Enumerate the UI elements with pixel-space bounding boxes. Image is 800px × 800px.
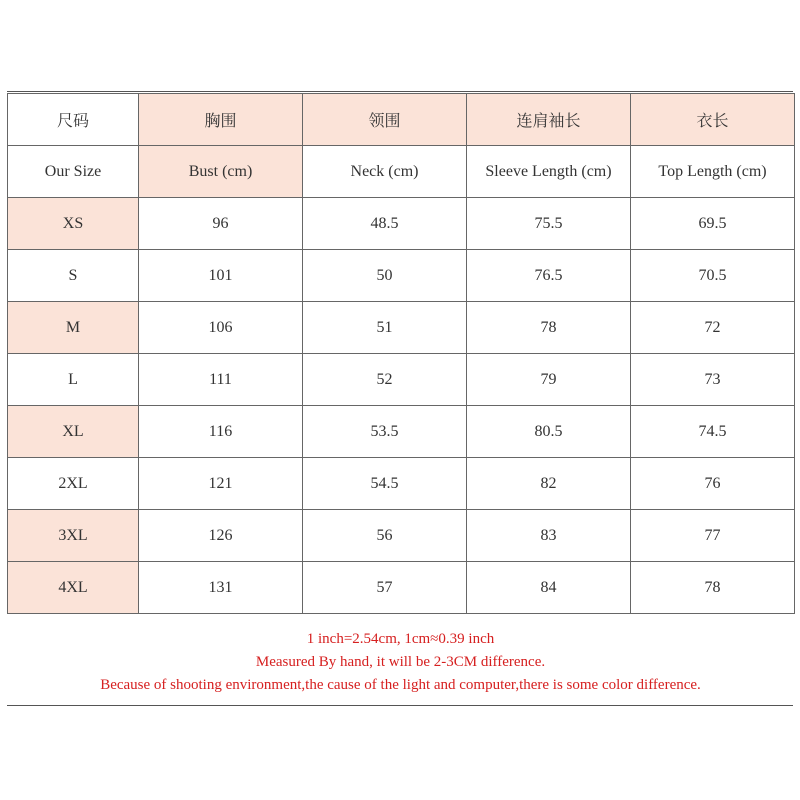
neck-cell: 54.5 — [303, 458, 467, 510]
neck-cell: 50 — [303, 250, 467, 302]
header-en-sleeve: Sleeve Length (cm) — [467, 146, 631, 198]
top-length-cell: 78 — [631, 562, 795, 614]
bust-cell: 96 — [139, 198, 303, 250]
sleeve-cell: 78 — [467, 302, 631, 354]
table-row — [8, 302, 795, 354]
top-length-cell: 73 — [631, 354, 795, 406]
bust-cell: 126 — [139, 510, 303, 562]
header-row-chinese — [8, 94, 795, 146]
table-row — [8, 406, 795, 458]
neck-cell: 57 — [303, 562, 467, 614]
header-row-english — [8, 146, 795, 198]
table-row — [8, 198, 795, 250]
neck-cell: 56 — [303, 510, 467, 562]
size-cell: 4XL — [8, 562, 139, 614]
sleeve-cell: 82 — [467, 458, 631, 510]
neck-cell: 53.5 — [303, 406, 467, 458]
bust-cell: 121 — [139, 458, 303, 510]
sleeve-cell: 83 — [467, 510, 631, 562]
note-measurement: Measured By hand, it will be 2-3CM difference. — [255, 654, 546, 670]
top-length-cell: 70.5 — [631, 250, 795, 302]
table-row — [8, 562, 795, 614]
top-length-cell: 76 — [631, 458, 795, 510]
neck-cell: 48.5 — [303, 198, 467, 250]
top-length-cell: 69.5 — [631, 198, 795, 250]
bust-cell: 111 — [139, 354, 303, 406]
header-en-size: Our Size — [8, 146, 139, 198]
bust-cell: 116 — [139, 406, 303, 458]
header-cn-sleeve: 连肩袖长 — [467, 94, 631, 146]
sleeve-cell: 75.5 — [467, 198, 631, 250]
size-cell: XL — [8, 406, 139, 458]
bust-cell: 101 — [139, 250, 303, 302]
table-row — [8, 250, 795, 302]
header-en-bust: Bust (cm) — [139, 146, 303, 198]
table-row — [8, 354, 795, 406]
size-chart-table — [7, 93, 795, 614]
size-cell: XS — [8, 198, 139, 250]
sleeve-cell: 84 — [467, 562, 631, 614]
table-row — [8, 510, 795, 562]
top-length-cell: 77 — [631, 510, 795, 562]
neck-cell: 52 — [303, 354, 467, 406]
neck-cell: 51 — [303, 302, 467, 354]
sleeve-cell: 76.5 — [467, 250, 631, 302]
top-length-cell: 74.5 — [631, 406, 795, 458]
sleeve-cell: 79 — [467, 354, 631, 406]
header-cn-neck: 领围 — [303, 94, 467, 146]
size-cell: L — [8, 354, 139, 406]
note-color-difference: Because of shooting environment,the cause of the light and computer,there is some color difference. — [100, 677, 701, 693]
top-length-cell: 72 — [631, 302, 795, 354]
header-cn-bust: 胸围 — [139, 94, 303, 146]
table-row — [8, 458, 795, 510]
header-en-top-length: Top Length (cm) — [631, 146, 795, 198]
sleeve-cell: 80.5 — [467, 406, 631, 458]
header-cn-size: 尺码 — [8, 94, 139, 146]
header-en-neck: Neck (cm) — [303, 146, 467, 198]
size-cell: S — [8, 250, 139, 302]
bust-cell: 131 — [139, 562, 303, 614]
notes-block — [7, 628, 794, 697]
note-conversion: 1 inch=2.54cm, 1cm≈0.39 inch — [306, 631, 495, 647]
size-cell: 2XL — [8, 458, 139, 510]
bust-cell: 106 — [139, 302, 303, 354]
size-cell: M — [8, 302, 139, 354]
size-cell: 3XL — [8, 510, 139, 562]
header-cn-top-length: 衣长 — [631, 94, 795, 146]
